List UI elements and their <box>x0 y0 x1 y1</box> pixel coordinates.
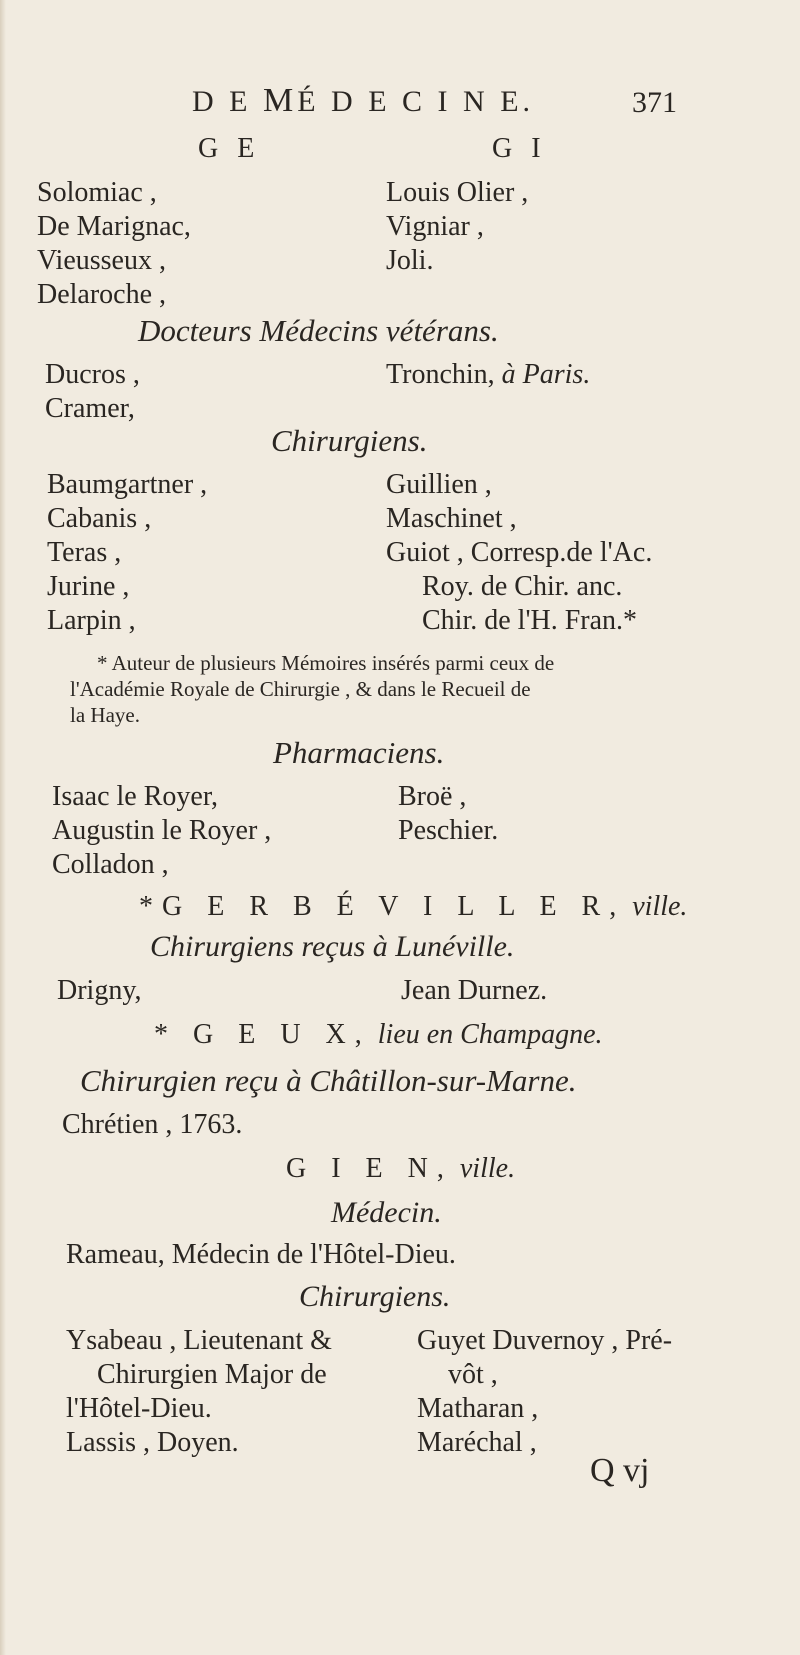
gien-surgeon-line: Matharan , <box>417 1393 539 1424</box>
place-type: ville. <box>459 1153 516 1184</box>
place-desc: lieu en Champagne. <box>377 1019 603 1050</box>
gi-entry: Joli. <box>386 245 434 276</box>
place-heading-gerbeviller <box>139 890 687 924</box>
surgeon-entry: Guiot , Corresp.de l'Ac. <box>386 537 653 568</box>
subheading-geux: Chirurgien reçu à Châtillon-sur-Marne. <box>80 1063 577 1098</box>
section-heading-surgeons: Chirurgiens. <box>271 423 428 458</box>
place-name: G I E N, <box>286 1153 453 1184</box>
subheading-gien-medecin: Médecin. <box>331 1196 442 1229</box>
ge-entry: Vieusseux , <box>37 245 166 276</box>
gien-surgeon-line: vôt , <box>448 1359 498 1390</box>
veteran-name: Tronchin, <box>386 359 495 390</box>
veteran-entry: Ducros , <box>45 359 140 390</box>
section-heading-veterans: Docteurs Médecins vétérans. <box>138 313 499 348</box>
subheading-gien-chirurgiens: Chirurgiens. <box>299 1280 451 1313</box>
veteran-place: à Paris. <box>501 359 591 390</box>
surgeon-entry: Jurine , <box>47 571 130 602</box>
surgeon-entry: Teras , <box>47 537 122 568</box>
medecin-entry: Rameau, Médecin de l'Hôtel-Dieu. <box>66 1239 456 1270</box>
gien-surgeon-line: Lassis , Doyen. <box>66 1427 239 1458</box>
pharmacist-entry: Augustin le Royer , <box>52 815 272 846</box>
place-name: * G E U X, <box>154 1019 371 1050</box>
footnote-line: la Haye. <box>70 703 140 727</box>
page-edge <box>0 0 6 1655</box>
place-heading-gien <box>286 1152 515 1186</box>
col-header-gi: G I <box>492 133 547 164</box>
surgeon-entry: Chir. de l'H. Fran.* <box>422 605 638 636</box>
veteran-entry <box>386 358 590 392</box>
gien-surgeon-line: Maréchal , <box>417 1427 537 1458</box>
footnote-line: l'Académie Royale de Chirurgie , & dans le Recueil de <box>70 677 531 701</box>
gien-surgeon-line: Chirurgien Major de <box>97 1359 327 1390</box>
surgeon-entry: Maschinet , <box>386 503 517 534</box>
header-rest: É D E C I N E. <box>297 85 535 118</box>
gien-surgeon-line: Guyet Duvernoy , Pré- <box>417 1325 673 1356</box>
page-number: 371 <box>632 86 677 119</box>
surgeon-entry: Drigny, <box>57 975 142 1006</box>
footnote-line: * Auteur de plusieurs Mémoires insérés parmi ceux de <box>97 651 555 675</box>
running-header <box>192 82 534 120</box>
surgeon-entry: Jean Durnez. <box>401 975 548 1006</box>
header-prefix: D E <box>192 85 263 118</box>
pharmacist-entry: Peschier. <box>398 815 499 846</box>
gi-entry: Vigniar , <box>386 211 484 242</box>
signature-mark: Q vj <box>590 1452 650 1489</box>
surgeon-entry: Larpin , <box>47 605 136 636</box>
gien-surgeon-line: l'Hôtel-Dieu. <box>66 1393 212 1424</box>
gi-entry: Louis Olier , <box>386 177 529 208</box>
ge-entry: Delaroche , <box>37 279 167 310</box>
ge-entry: Solomiac , <box>37 177 157 208</box>
surgeon-entry: Roy. de Chir. anc. <box>422 571 623 602</box>
surgeon-entry: Guillien , <box>386 469 492 500</box>
ge-entry: De Marignac, <box>37 211 191 242</box>
place-name: *G E R B É V I L L E R, <box>139 891 626 922</box>
pharmacist-entry: Isaac le Royer, <box>52 781 219 812</box>
veteran-entry: Cramer, <box>45 393 135 424</box>
gien-surgeon-line: Ysabeau , Lieutenant & <box>66 1325 332 1356</box>
col-header-ge: G E <box>198 133 261 164</box>
pharmacist-entry: Broë , <box>398 781 467 812</box>
header-initial: M <box>263 82 298 119</box>
subheading-gerbeviller: Chirurgiens reçus à Lunéville. <box>150 930 515 963</box>
surgeon-entry: Cabanis , <box>47 503 152 534</box>
surgeon-entry: Baumgartner , <box>47 469 208 500</box>
place-type: ville. <box>632 891 688 922</box>
place-heading-geux <box>154 1018 603 1052</box>
pharmacist-entry: Colladon , <box>52 849 169 880</box>
section-heading-pharmacists: Pharmaciens. <box>273 735 445 770</box>
geux-entry: Chrétien , 1763. <box>62 1109 243 1140</box>
